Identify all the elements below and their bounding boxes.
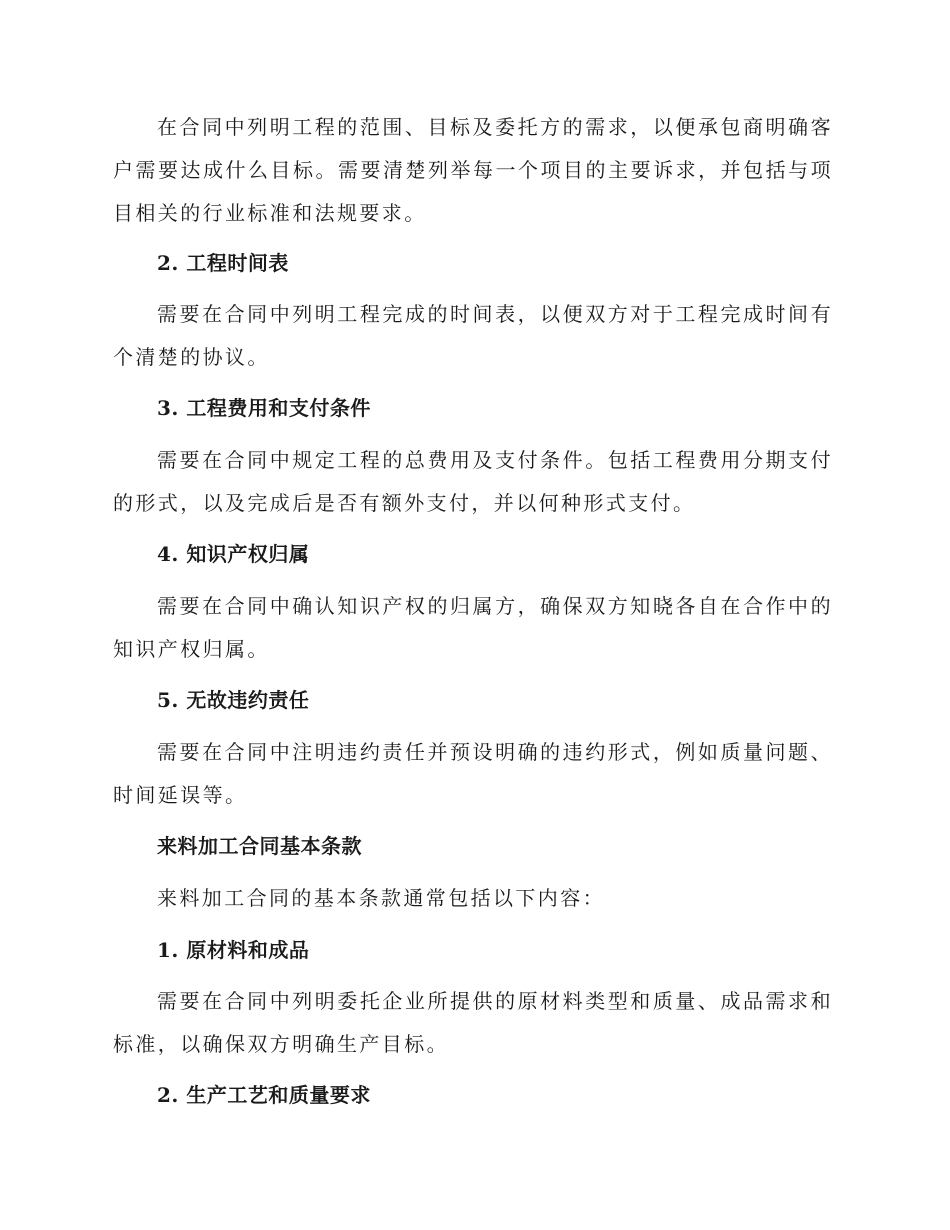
schedule-paragraph: 需要在合同中列明工程完成的时间表，以便双方对于工程完成时间有个清楚的协议。 [113,302,833,369]
fees-paragraph: 需要在合同中规定工程的总费用及支付条件。包括工程费用分期支付的形式，以及完成后是否有额外支付，并以何种形式支付。 [113,448,833,515]
section-heading-breach: 5. 无故违约责任 [157,688,310,712]
section-heading-materials: 1. 原材料和成品 [157,938,310,962]
section-heading-process-quality: 2. 生产工艺和质量要求 [157,1083,371,1107]
section-heading-schedule: 2. 工程时间表 [157,251,289,275]
materials-paragraph: 需要在合同中列明委托企业所提供的原材料类型和质量、成品需求和标准，以确保双方明确生产目标。 [113,989,833,1056]
ip-paragraph: 需要在合同中确认知识产权的归属方，确保双方知晓各自在合作中的知识产权归属。 [113,594,833,661]
section-heading-processing-contract: 来料加工合同基本条款 [157,834,362,858]
processing-intro-paragraph: 来料加工合同的基本条款通常包括以下内容： [157,886,605,910]
breach-paragraph: 需要在合同中注明违约责任并预设明确的违约形式，例如质量问题、时间延误等。 [113,740,833,807]
section-heading-fees: 3. 工程费用和支付条件 [157,396,371,420]
scope-paragraph: 在合同中列明工程的范围、目标及委托方的需求，以便承包商明确客户需要达成什么目标。需要清楚列举每一个项目的主要诉求，并包括与项目相关的行业标准和法规要求。 [113,115,833,225]
section-heading-ip: 4. 知识产权归属 [157,542,310,566]
